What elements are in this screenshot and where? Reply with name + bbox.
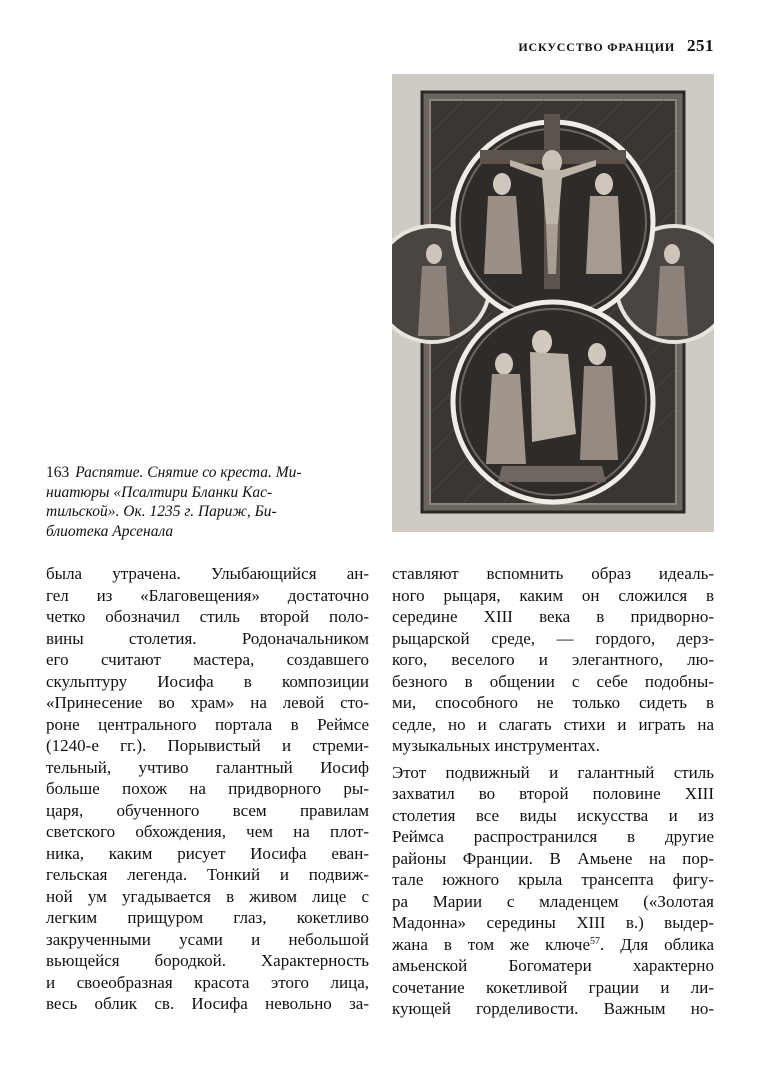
- text-line: ного рыцаря, каким он сложился в: [392, 585, 714, 605]
- text-line: тале южного крыла трансепта фигу-: [392, 870, 714, 889]
- caption-number: 163: [46, 464, 70, 481]
- text-line: ника, каким рисует Иосифа еван-: [46, 843, 369, 863]
- text-line: середине XIII века в придворно-: [392, 607, 714, 626]
- text-line: весь облик св. Иосифа невольно за-: [46, 994, 369, 1013]
- text-line: музыкальных инструментах.: [392, 736, 600, 755]
- caption-line: ниатюры «Псалтири Бланки Кас-: [46, 483, 273, 501]
- text-line: скульптуру Иосифа в композиции: [46, 671, 369, 691]
- text-line: Мадонна» середины XIII в.) выдер-: [392, 913, 714, 932]
- text-line: амьенской Богоматери характерно: [392, 956, 714, 975]
- text-line: кующей горделивости. Важным но-: [392, 999, 714, 1018]
- text-line: тельный, учтиво галантный Иосиф: [46, 757, 369, 777]
- text-line: была утрачена. Улыбающийся ан-: [46, 564, 369, 583]
- text-line: Этот подвижный и галантный стиль: [392, 762, 714, 782]
- text-line: царя, обученного всем правилам: [46, 800, 369, 820]
- illustration-miniature: [392, 74, 714, 532]
- text-line: ставляют вспомнить образ идеаль-: [392, 564, 714, 583]
- figure-caption: [46, 463, 376, 541]
- text-line: захватил во второй половине XIII: [392, 784, 714, 803]
- text-line: и своеобразная красота этого лица,: [46, 972, 369, 992]
- text-line: гел из «Благовещения» достаточно: [46, 585, 369, 605]
- text-line: безного в общении с себе подобны-: [392, 671, 714, 691]
- text-line: кого, веселого и элегантного, лю-: [392, 650, 714, 669]
- running-head: [518, 36, 714, 56]
- paragraph: [392, 563, 714, 757]
- paragraph: [46, 563, 369, 1015]
- text-line: гельская легенда. Тонкий и подвиж-: [46, 865, 369, 884]
- text-line: вины столетия. Родоначальником: [46, 628, 369, 648]
- paragraph: [392, 762, 714, 1020]
- text-line: больше похож на придворного ры-: [46, 779, 369, 798]
- right-text-column: [392, 563, 714, 1020]
- text-line: Реймса распространился в другие: [392, 827, 714, 846]
- text-line: четко обозначил стиль второй поло-: [46, 607, 369, 626]
- text-line: (1240-е гг.). Порывистый и стреми-: [46, 736, 369, 755]
- text-line: седле, но и слагать стихи и играть на: [392, 714, 714, 734]
- caption-line: 163 Распятие. Снятие со креста. Ми-: [46, 464, 302, 481]
- text-line: рыцарской среде, — гордого, дерз-: [392, 628, 714, 648]
- text-line: роне центрального портала в Реймсе: [46, 714, 369, 734]
- text-line: ми, способного не только сидеть в: [392, 693, 714, 712]
- text-line: районы Франции. В Амьене на пор-: [392, 848, 714, 868]
- text-line-with-footnote: жана в том же ключе$^{57}$. Для облика: [392, 934, 714, 954]
- caption-line: блиотека Арсенала: [46, 522, 174, 540]
- text-line: его считают мастера, создавшего: [46, 650, 369, 669]
- text-line: светского обхождения, чем на плот-: [46, 822, 369, 841]
- left-text-column: [46, 563, 369, 1015]
- text-line: закрученными усами и небольшой: [46, 929, 369, 949]
- text-line: «Принесение во храм» на левой сто-: [46, 693, 369, 712]
- caption-line: тильской». Ок. 1235 г. Париж, Би-: [46, 503, 277, 520]
- text-line: ра Марии с младенцем («Золотая: [392, 891, 714, 911]
- text-line: столетия все виды искусства и из: [392, 805, 714, 825]
- page-number: 251: [687, 36, 714, 55]
- footnote-ref[interactable]: 57: [590, 935, 601, 947]
- text-line: вьющейся бородкой. Характерность: [46, 951, 369, 970]
- miniature-image: [392, 74, 714, 532]
- text-line: легким прищуром глаз, кокетливо: [46, 908, 369, 927]
- section-title: ИСКУССТВО ФРАНЦИИ: [518, 40, 675, 54]
- text-line: ной ум угадывается в живом лице с: [46, 886, 369, 906]
- text-line: сочетание кокетливой грации и ли-: [392, 977, 714, 997]
